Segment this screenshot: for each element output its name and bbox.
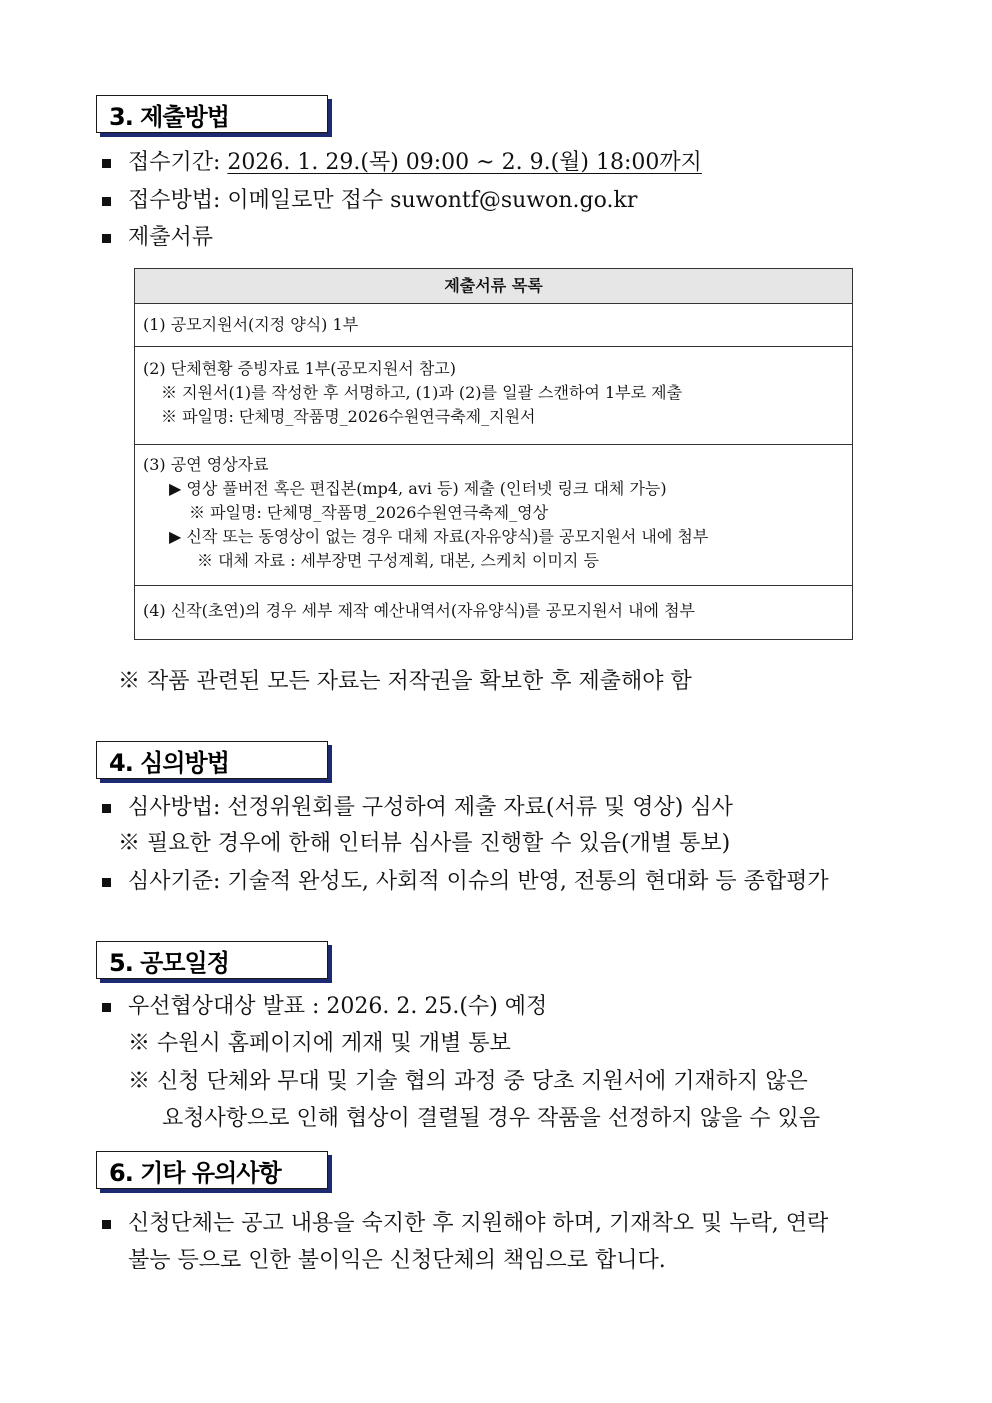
- submission-method: 접수방법: 이메일로만 접수 suwontf@suwon.go.kr: [128, 188, 638, 213]
- row-3-line-2: ▶ 영상 풀버전 혹은 편집본(mp4, avi 등) 제출 (인터넷 링크 대체 가능): [169, 479, 667, 498]
- posting-note: ※ 수원시 홈페이지에 게재 및 개별 통보: [128, 1031, 511, 1056]
- section-5-title: 5. 공모일정: [109, 948, 229, 977]
- table-header: 제출서류 목록: [135, 269, 852, 304]
- interview-note: ※ 필요한 경우에 한해 인터뷰 심사를 진행할 수 있음(개별 통보): [118, 831, 731, 856]
- row-1-text: (1) 공모지원서(지정 양식) 1부: [143, 315, 359, 334]
- row-3-line-3: ※ 파일명: 단체명_작품명_2026수원연극축제_영상: [189, 503, 549, 522]
- table-row: [135, 445, 852, 586]
- notice-line-1: 신청단체는 공고 내용을 숙지한 후 지원해야 하며, 기재착오 및 누락, 연락: [128, 1211, 829, 1236]
- row-2-line-2: ※ 지원서(1)를 작성한 후 서명하고, (1)과 (2)를 일괄 스캔하여 1부로 제출: [161, 383, 683, 402]
- bullet-square-icon: [102, 234, 111, 243]
- row-3-line-5: ※ 대체 자료 : 세부장면 구성계획, 대본, 스케치 이미지 등: [197, 551, 599, 570]
- bullet-square-icon: [102, 1220, 111, 1229]
- copyright-note: ※ 작품 관련된 모든 자료는 저작권을 확보한 후 제출해야 함: [118, 669, 692, 694]
- table-row: [135, 347, 852, 445]
- submission-period: [128, 149, 702, 177]
- document-list-table: [134, 268, 853, 640]
- announcement-date: 우선협상대상 발표 : 2026. 2. 25.(수) 예정: [128, 994, 548, 1019]
- negotiation-note-line-2: 요청사항으로 인해 협상이 결렬될 경우 작품을 선정하지 않을 수 있음: [162, 1106, 820, 1131]
- row-2-line-3: ※ 파일명: 단체명_작품명_2026수원연극축제_지원서: [161, 407, 536, 426]
- negotiation-note-line-1: ※ 신청 단체와 무대 및 기술 협의 과정 중 당초 지원서에 기재하지 않은: [128, 1069, 808, 1094]
- section-5-heading: [96, 941, 328, 979]
- submission-period-label: 접수기간:: [128, 150, 228, 175]
- submission-period-value: 2026. 1. 29.(목) 09:00 ~ 2. 9.(월) 18:00까지: [227, 150, 702, 175]
- section-4-heading: [96, 741, 328, 779]
- table-row: [135, 304, 852, 347]
- section-3-title: 3. 제출방법: [109, 102, 229, 131]
- section-3-heading: [96, 95, 328, 133]
- bullet-square-icon: [102, 804, 111, 813]
- row-4-text: (4) 신작(초연)의 경우 세부 제작 예산내역서(자유양식)를 공모지원서 내에 첨부: [143, 601, 696, 620]
- bullet-square-icon: [102, 1003, 111, 1012]
- section-6-heading: [96, 1151, 328, 1189]
- row-2-line-1: (2) 단체현황 증빙자료 1부(공모지원서 참고): [143, 359, 456, 378]
- bullet-square-icon: [102, 159, 111, 168]
- bullet-square-icon: [102, 197, 111, 206]
- required-documents-label: 제출서류: [128, 225, 214, 250]
- row-3-line-1: (3) 공연 영상자료: [143, 455, 269, 474]
- review-criteria: 심사기준: 기술적 완성도, 사회적 이슈의 반영, 전통의 현대화 등 종합평가: [128, 869, 829, 894]
- bullet-square-icon: [102, 878, 111, 887]
- section-4-title: 4. 심의방법: [109, 748, 229, 777]
- section-6-title: 6. 기타 유의사항: [109, 1158, 281, 1187]
- table-row: [135, 586, 852, 639]
- row-3-line-4: ▶ 신작 또는 동영상이 없는 경우 대체 자료(자유양식)를 공모지원서 내에 첨부: [169, 527, 709, 546]
- review-method: 심사방법: 선정위원회를 구성하여 제출 자료(서류 및 영상) 심사: [128, 795, 733, 820]
- notice-line-2: 불능 등으로 인한 불이익은 신청단체의 책임으로 합니다.: [128, 1248, 666, 1273]
